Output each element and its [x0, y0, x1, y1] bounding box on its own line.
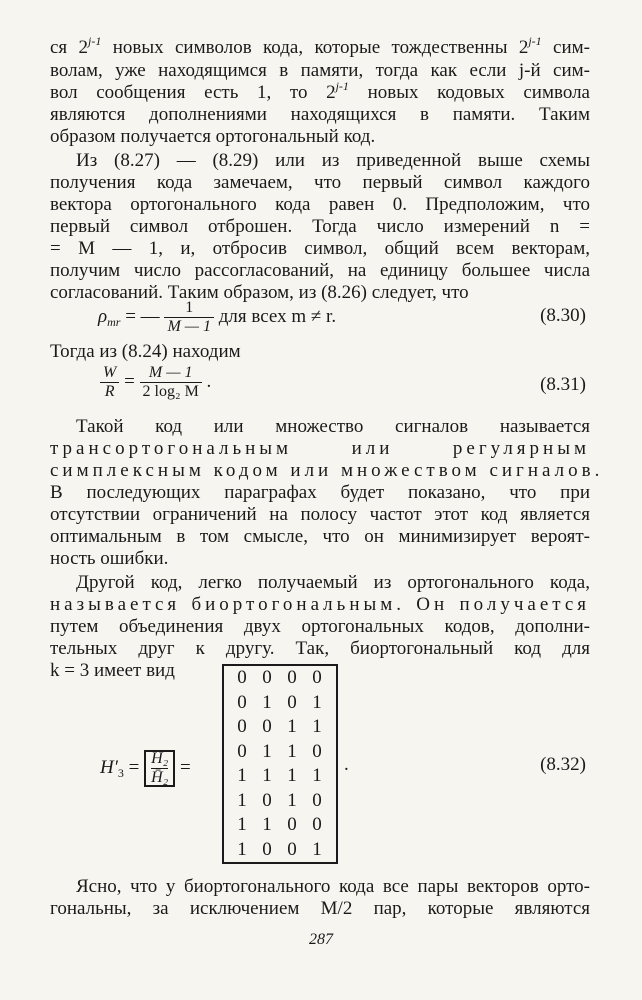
text-line: согласований. Таким образом, из (8.26) следует, что — [50, 282, 469, 303]
matrix-cell: 0 — [287, 814, 297, 835]
text-line: путем объединения двух ортогональных кодов, дополни- — [50, 616, 590, 637]
matrix-cell: 0 — [262, 789, 272, 811]
equation-8-30: $\rho_{mr}$ = — $\frac{1}{M — 1}$ для всех m ≠ r. — [98, 299, 337, 335]
text-line: волам, уже находящимся в памяти, тогда как если j-й сим- — [50, 60, 590, 81]
text-line: Тогда из (8.24) находим — [50, 341, 241, 362]
text-line: Ясно, что у биортогонального кода все пары векторов орто- — [76, 876, 590, 897]
matrix-cell: 0 — [237, 667, 247, 688]
text-line: k = 3 имеет вид — [50, 660, 175, 681]
text-line: В последующих параграфах будет показано, что при — [50, 482, 590, 503]
text-line: образом получается ортогональный код. — [50, 126, 376, 147]
text-line: гональны, за исключением M/2 пар, которые являются — [50, 898, 590, 919]
matrix-cell: 0 — [287, 667, 297, 688]
text-line: Другой код, легко получаемый из ортогонального кода, — [76, 572, 590, 593]
block-matrix: $\frac{\text{H₂}}{\text{H̄₂}}$ — [144, 750, 175, 787]
matrix-cell: 1 — [312, 716, 322, 737]
matrix-cell: 1 — [237, 789, 247, 811]
page-number: 287 — [309, 931, 333, 948]
text-line: = M — 1, и, отбросив символ, общий всем векторам, — [50, 238, 590, 259]
text-line: Такой код или множество сигналов называется — [76, 416, 590, 437]
matrix-cell: 0 — [312, 814, 322, 835]
matrix-cell: 0 — [312, 740, 322, 762]
matrix-cell: 0 — [237, 716, 247, 737]
text-line: отсутствии ограничений на полосу частот этот код является — [50, 504, 590, 525]
matrix-cell: 0 — [287, 838, 297, 860]
matrix-cell: 1 — [237, 765, 247, 786]
matrix-cell: 0 — [262, 716, 272, 737]
text-line: симплексным кодом или множеством сигналов. — [50, 460, 604, 481]
text-line: вол сообщения есть 1, то 2$^{j-1}$ новых кодовых символа — [50, 79, 590, 103]
text-line: тельных друг к другу. Так, биортогональный код для — [50, 638, 590, 659]
matrix-cell: 1 — [287, 740, 297, 762]
matrix-cell: 0 — [237, 740, 247, 762]
matrix-cell: 1 — [287, 765, 297, 786]
text-line: ность ошибки. — [50, 548, 169, 569]
text-line: вектора ортогонального кода равен 0. Предположим, что — [50, 194, 590, 215]
matrix-cell: 1 — [287, 716, 297, 737]
matrix-cell: 0 — [287, 691, 297, 713]
fraction: $\frac{1}{M — 1}$ — [164, 299, 214, 336]
equation-number: (8.30) — [540, 305, 586, 326]
matrix-cell: 0 — [262, 838, 272, 860]
text-line: получим число рассогласований, на единицу большее числа — [50, 260, 590, 281]
matrix-cell: 1 — [312, 691, 322, 713]
text-line: трансортогональным или регулярным — [50, 438, 590, 459]
text-line: ся 2$^{j-1}$ новых символов кода, которые тождественны 2$^{j-1}$ сим- — [50, 34, 590, 58]
text-line: оптимальным в том смысле, что он минимизирует вероят- — [50, 526, 590, 547]
matrix-8-32 — [222, 664, 338, 864]
equation-tail: . — [344, 754, 349, 775]
equation-8-32-lhs: $H'_3$ = $\frac{\text{H₂}}{\text{H̄₂}}$ = — [100, 750, 191, 786]
matrix-cell: 0 — [262, 667, 272, 688]
equation-number: (8.31) — [540, 374, 586, 395]
equation-number: (8.32) — [540, 754, 586, 775]
equation-8-31: $\frac{W}{R}$ = $\frac{M — 1}{\text{2 log₂ M}}$ . — [100, 364, 211, 401]
matrix-cell: 1 — [262, 691, 272, 713]
matrix-cell: 1 — [287, 789, 297, 811]
text-line: первый символ отброшен. Тогда число измерений n = — [50, 216, 590, 237]
matrix-cell: 1 — [262, 814, 272, 835]
text-line: являются дополнениями находящихся в памяти. Таким — [50, 104, 590, 125]
text-line: получения кода замечаем, что первый символ каждого — [50, 172, 590, 193]
matrix-cell: 1 — [262, 765, 272, 786]
matrix-cell: 1 — [262, 740, 272, 762]
matrix-cell: 1 — [237, 838, 247, 860]
matrix-cell: 1 — [312, 765, 322, 786]
matrix-cell: 1 — [237, 814, 247, 835]
text-line: называется биортогональным. Он получается — [50, 594, 590, 615]
text-line: Из (8.27) — (8.29) или из приведенной выше схемы — [76, 150, 590, 171]
matrix-cell: 0 — [237, 691, 247, 713]
matrix-cell: 0 — [312, 789, 322, 811]
matrix-cell: 0 — [312, 667, 322, 688]
matrix-cell: 1 — [312, 838, 322, 860]
